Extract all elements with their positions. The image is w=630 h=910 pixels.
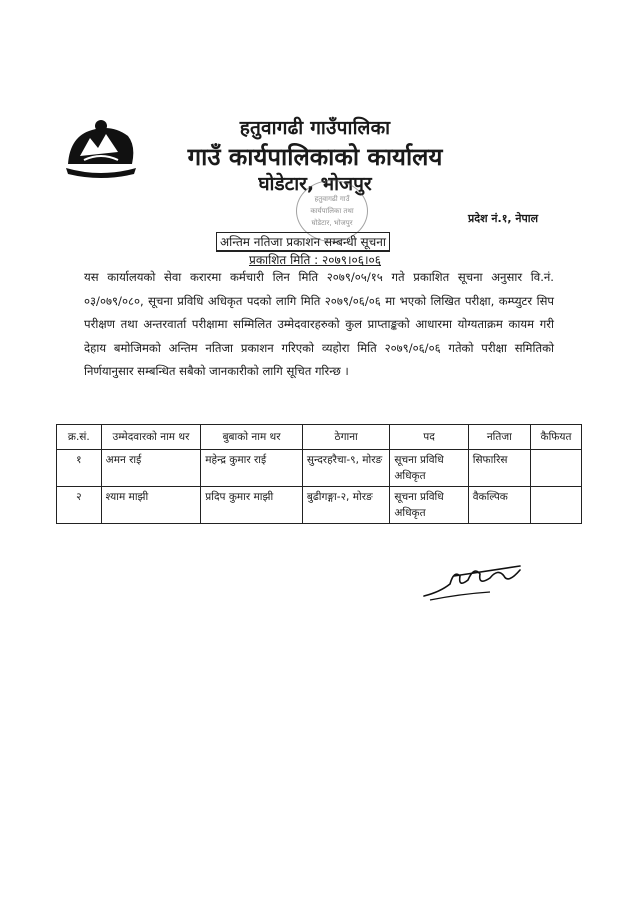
province-label: प्रदेश नं.१, नेपाल — [468, 212, 539, 225]
notice-body: यस कार्यालयको सेवा करारमा कर्मचारी लिन मिति २०७९/०५/१५ गते प्रकाशित सूचना अनुसार वि.नं. ०३/०७९/०८०, सूचना प्रविधि अधिकृत पदको लागि मिति २०७९/०६/०६ मा भएको लिखित परीक्षा, कम्प्युटर सिप परीक्षण तथा अन्तरवार्ता परीक्षामा सम्मिलित उम्मेदवारहरुको कुल प्राप्ताङ्कको आधारमा योग्यताक्रम कायम गरी देहाय बमोजिमको अन्तिम नतिजा प्रकाशन गरिएको व्यहोरा मिति २०७९/०६/०६ गतेको परीक्षा समितिको निर्णयानुसार सम्बन्धित सबैको जानकारीको लागि सूचित गरिन्छ । — [84, 270, 554, 378]
cell-serial: १ — [57, 450, 102, 487]
cell-post: सूचना प्रविधि अधिकृत — [390, 450, 468, 487]
cell-father-name: महेन्द्र कुमार राई — [201, 450, 303, 487]
header-remarks: कैफियत — [530, 425, 581, 450]
header-result: नतिजा — [468, 425, 530, 450]
header-address: ठेगाना — [302, 425, 389, 450]
table-row — [57, 450, 582, 487]
cell-address: सुन्दरहरैचा-९, मोरङ — [302, 450, 389, 487]
header-candidate-name: उम्मेदवारको नाम थर — [101, 425, 201, 450]
table-row — [57, 487, 582, 524]
office-name: गाउँ कार्यपालिकाको कार्यालय — [187, 143, 443, 171]
cell-result: सिफारिस — [468, 450, 530, 487]
table-header-row — [57, 425, 582, 450]
header-father-name: बुबाको नाम थर — [201, 425, 303, 450]
municipality-name: हतुवागढी गाउँपालिका — [239, 117, 391, 139]
result-table — [56, 424, 582, 524]
cell-candidate-name: श्याम माझी — [101, 487, 201, 524]
cell-serial: २ — [57, 487, 102, 524]
notice-title: अन्तिम नतिजा प्रकाशन सम्बन्धी सूचना — [216, 232, 390, 252]
header-serial: क्र.सं. — [57, 425, 102, 450]
cell-father-name: प्रदिप कुमार माझी — [201, 487, 303, 524]
cell-result: वैकल्पिक — [468, 487, 530, 524]
header-post: पद — [390, 425, 468, 450]
cell-address: बुढीगङ्गा-२, मोरङ — [302, 487, 389, 524]
office-stamp: हतुवागढी गाउँ कार्यपालिका तथा घोडेटार, भोजपुर — [296, 180, 368, 242]
cell-remarks — [530, 450, 581, 487]
office-address: घोडेटार, भोजपुर — [258, 173, 372, 195]
cell-candidate-name: अमन राई — [101, 450, 201, 487]
published-date: प्रकाशित मिति : २०७९।०६।०६ — [249, 253, 381, 267]
cell-post: सूचना प्रविधि अधिकृत — [390, 487, 468, 524]
cell-remarks — [530, 487, 581, 524]
signature-icon — [420, 556, 530, 602]
